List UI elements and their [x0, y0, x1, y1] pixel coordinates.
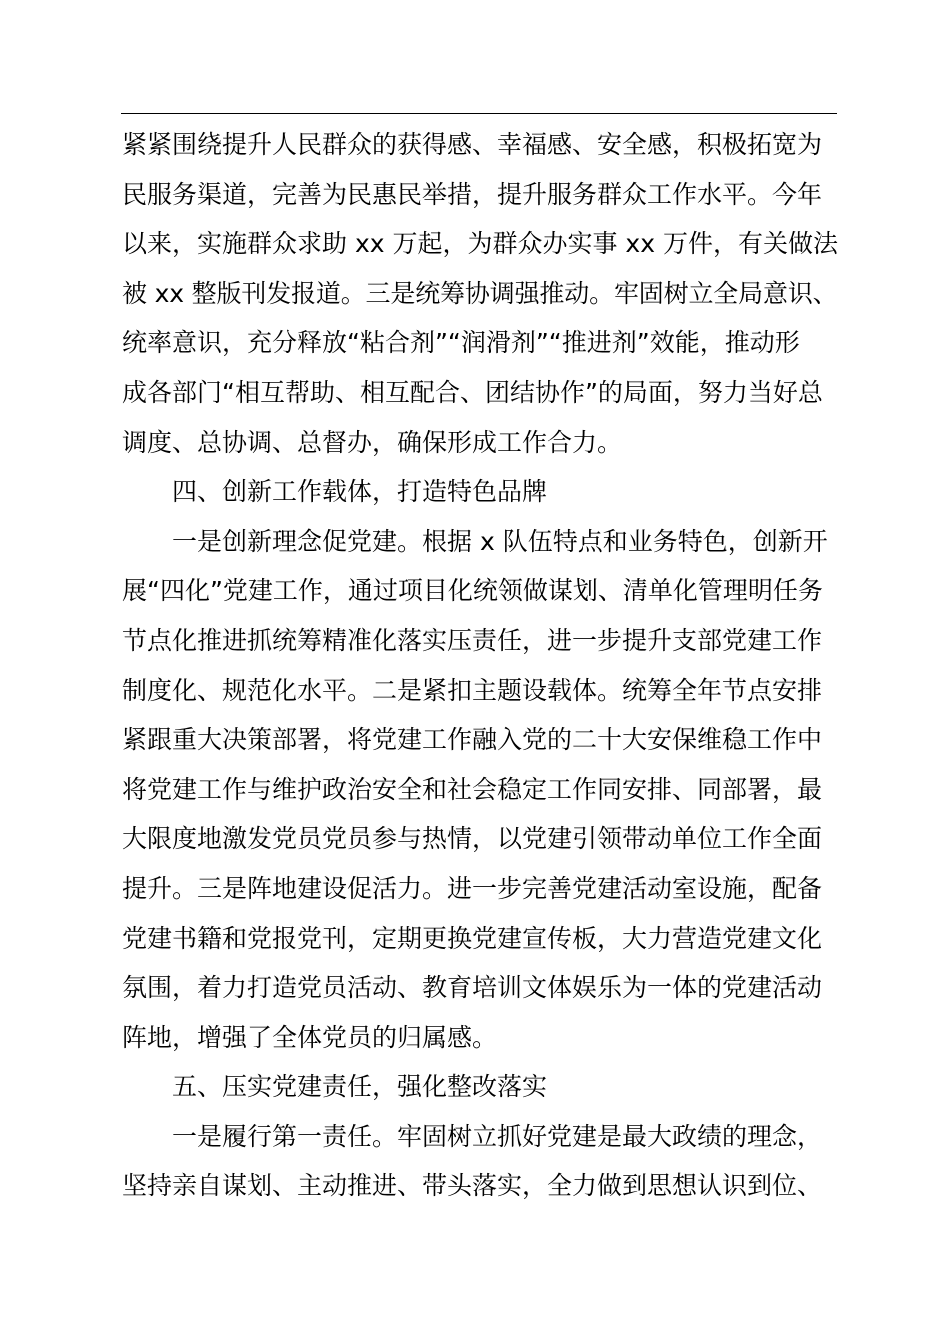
text-line: 统率意识，充分释放“粘合剂”“润滑剂”“推进剂”效能，推动形 — [122, 328, 800, 358]
text-line: 紧紧围绕提升人民群众的获得感、幸福感、安全感，积极拓宽为 — [122, 130, 823, 159]
text-line: 以来，实施群众求助 xx 万起，为群众办实事 xx 万件，有关做法 — [122, 229, 838, 259]
text-line: 将党建工作与维护政治安全和社会稳定工作同安排、同部署，最 — [122, 774, 823, 804]
text-line: 成各部门“相互帮助、相互配合、团结协作”的局面，努力当好总 — [122, 377, 823, 407]
document-body — [122, 120, 838, 1211]
text-line: 氛围，着力打造党员活动、教育培训文体娱乐为一体的党建活动 — [122, 973, 823, 1003]
text-line: 五、压实党建责任，强化整改落实 — [172, 1072, 548, 1102]
text-line: 大限度地激发党员党员参与热情，以党建引领带动单位工作全面 — [122, 824, 823, 854]
text-line: 紧跟重大决策部署，将党建工作融入党的二十大安保维稳工作中 — [122, 725, 823, 755]
text-line: 民服务渠道，完善为民惠民举措，提升服务群众工作水平。今年 — [122, 179, 823, 209]
text-line: 一是创新理念促党建。根据 x 队伍特点和业务特色，创新开 — [172, 526, 828, 556]
text-line: 节点化推进抓统筹精准化落实压责任，进一步提升支部党建工作 — [122, 625, 823, 655]
text-line: 提升。三是阵地建设促活力。进一步完善党建活动室设施，配备 — [122, 873, 823, 903]
text-line: 阵地，增强了全体党员的归属感。 — [122, 1022, 498, 1052]
text-line: 制度化、规范化水平。二是紧扣主题设载体。统筹全年节点安排 — [122, 675, 823, 705]
text-line: 被 xx 整版刊发报道。三是统筹协调强推动。牢固树立全局意识、 — [122, 278, 838, 308]
text-line: 调度、总协调、总督办，确保形成工作合力。 — [122, 427, 623, 457]
text-line: 四、创新工作载体，打造特色品牌 — [172, 477, 548, 507]
text-line: 一是履行第一责任。牢固树立抓好党建是最大政绩的理念， — [172, 1121, 823, 1151]
header-rule — [121, 113, 837, 114]
text-line: 坚持亲自谋划、主动推进、带头落实，全力做到思想认识到位、 — [122, 1171, 823, 1201]
text-line: 党建书籍和党报党刊，定期更换党建宣传板，大力营造党建文化 — [122, 923, 823, 953]
text-line: 展“四化”党建工作，通过项目化统领做谋划、清单化管理明任务 — [122, 576, 823, 606]
